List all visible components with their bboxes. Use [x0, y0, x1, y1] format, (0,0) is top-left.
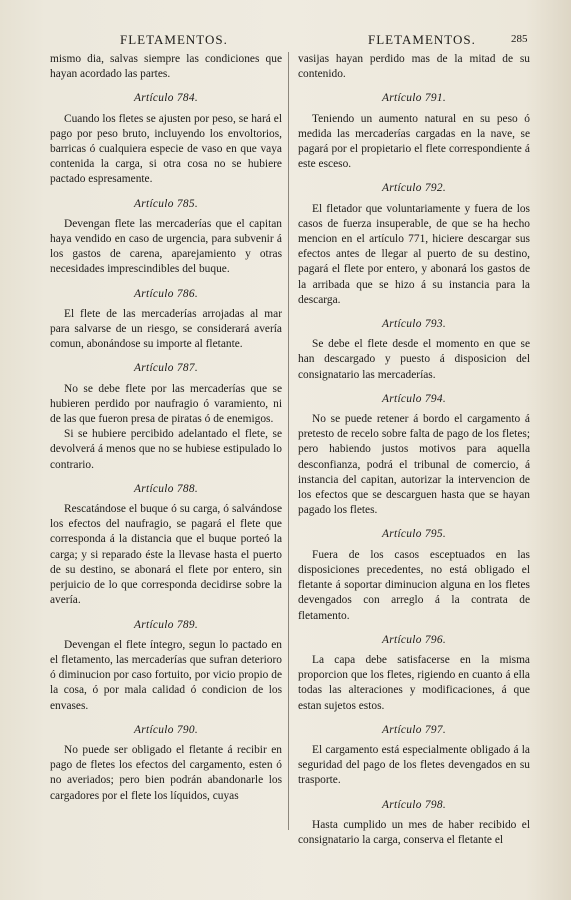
paragraph: No se debe flete por las mercaderías que se hubieren perdido por naufragio ó varamiento, ni de las que fueron presa de piratas ó de enemigos. — [50, 382, 282, 426]
column-divider — [288, 52, 289, 830]
paragraph: Rescatándose el buque ó su carga, ó salvándose los efectos del naufragio, se pagará el flete que corresponda á la distancia que el buque porteó la carga; y si reparado éste la llevase hasta el puerto de su destino, se abonará el flete por entero, sin perjuicio de lo que corresponda decidirse sobre la avería. — [50, 503, 282, 607]
paragraph: Se debe el flete desde el momento en que se han descargado y puesto á disposicion del consignatario las mercaderías. — [298, 338, 530, 381]
paragraph: No se puede retener á bordo el cargamento á pretesto de recelo sobre falta de pago de los fletes; pero habiendo justos motivos para aquella desconfianza, podrá el tribunal de comercio, á instancia del capitan, autorizar la intervencion de los efectos que se descarguen hasta que se hayan pagado los fletes. — [298, 413, 530, 517]
paragraph: vasijas hayan perdido mas de la mitad de su contenido. — [298, 53, 530, 81]
paragraph: La capa debe satisfacerse en la misma proporcion que los fletes, rigiendo en cuanto á ella todas las alteraciones y modificaciones, á que estan sujetos estos. — [298, 653, 530, 712]
paragraph: Devengan el flete íntegro, segun lo pactado en el fletamento, las mercaderías que sufran deterioro ó diminucion por caso fortuito, por vicio propio de la cosa, ó por mala calidad ó condicion de los envases. — [50, 638, 282, 712]
article-heading: Artículo 792. — [381, 182, 446, 195]
article-heading: Artículo 790. — [133, 723, 198, 736]
article-heading: Artículo 798. — [381, 798, 446, 811]
article-heading: Artículo 795. — [381, 528, 446, 541]
paragraph: No puede ser obligado el fletante á recibir en pago de fletes los efectos del cargamento, esten ó no averiados; pero bien podrán abandonarle los cargadores por el flete los líquidos, cuyas — [50, 743, 282, 802]
paragraph: Teniendo un aumento natural en su peso ó medida las mercaderías cargadas en la nave, se pagará por el propietario el flete correspondiente á este esceso. — [298, 112, 530, 171]
left-column — [50, 52, 282, 804]
paragraph: Si se hubiere percibido adelantado el flete, se devolverá á menos que no se hubiese estipulado lo contrario. — [50, 428, 282, 471]
paragraph: Devengan flete las mercaderías que el capitan haya vendido en caso de urgencia, para subvenir á los gastos de carena, aparejamiento y otras necesidades imprescindibles del buque. — [50, 217, 282, 276]
article-heading: Artículo 786. — [133, 287, 198, 300]
paragraph: El cargamento está especialmente obligado á la seguridad del pago de los fletes devengados en su trasporte. — [298, 743, 530, 787]
article-heading: Artículo 791. — [381, 92, 446, 105]
paragraph: El flete de las mercaderías arrojadas al mar para salvarse de un riesgo, se considerará avería comun, abonándose su importe al fletante. — [50, 307, 282, 351]
paragraph: Hasta cumplido un mes de haber recibido el consignatario la carga, conserva el fletante el — [298, 818, 530, 846]
paragraph: El fletador que voluntariamente y fuera de los casos de fuerza insuperable, de que se ha hecho mencion en el artículo 771, hiciere descargar sus efectos antes de llegar al puerto de su destino, pagará el flete por entero, y abonará los gastos de la arribada que se hizo á su instancia para la descarga. — [298, 202, 530, 306]
article-heading: Artículo 793. — [381, 318, 446, 331]
header-left-title: FLETAMENTOS. — [120, 32, 228, 47]
running-header — [0, 32, 571, 52]
article-heading: Artículo 785. — [133, 197, 198, 210]
article-heading: Artículo 794. — [381, 392, 446, 405]
header-right-title: FLETAMENTOS. — [368, 32, 476, 47]
page-number: 285 — [511, 33, 528, 45]
paragraph: Cuando los fletes se ajusten por peso, se hará el pago por peso bruto, incluyendo los envoltorios, barricas ó cualquiera especie de vaso en que vaya contenida la carga, si otra cosa no se hubiere pactado espresamente. — [50, 112, 282, 186]
paragraph: Fuera de los casos esceptuados en las disposiciones precedentes, no está obligado el fletante á soportar diminucion alguna en los fletes devengados con arreglo á la contrata de fletamento. — [298, 548, 530, 622]
article-heading: Artículo 796. — [381, 633, 446, 646]
article-heading: Artículo 789. — [133, 618, 198, 631]
paragraph: mismo dia, salvas siempre las condiciones que hayan acordado las partes. — [50, 53, 282, 81]
right-column — [298, 52, 530, 848]
article-heading: Artículo 797. — [381, 723, 446, 736]
article-heading: Artículo 787. — [133, 362, 198, 375]
article-heading: Artículo 784. — [133, 92, 198, 105]
article-heading: Artículo 788. — [133, 482, 198, 495]
